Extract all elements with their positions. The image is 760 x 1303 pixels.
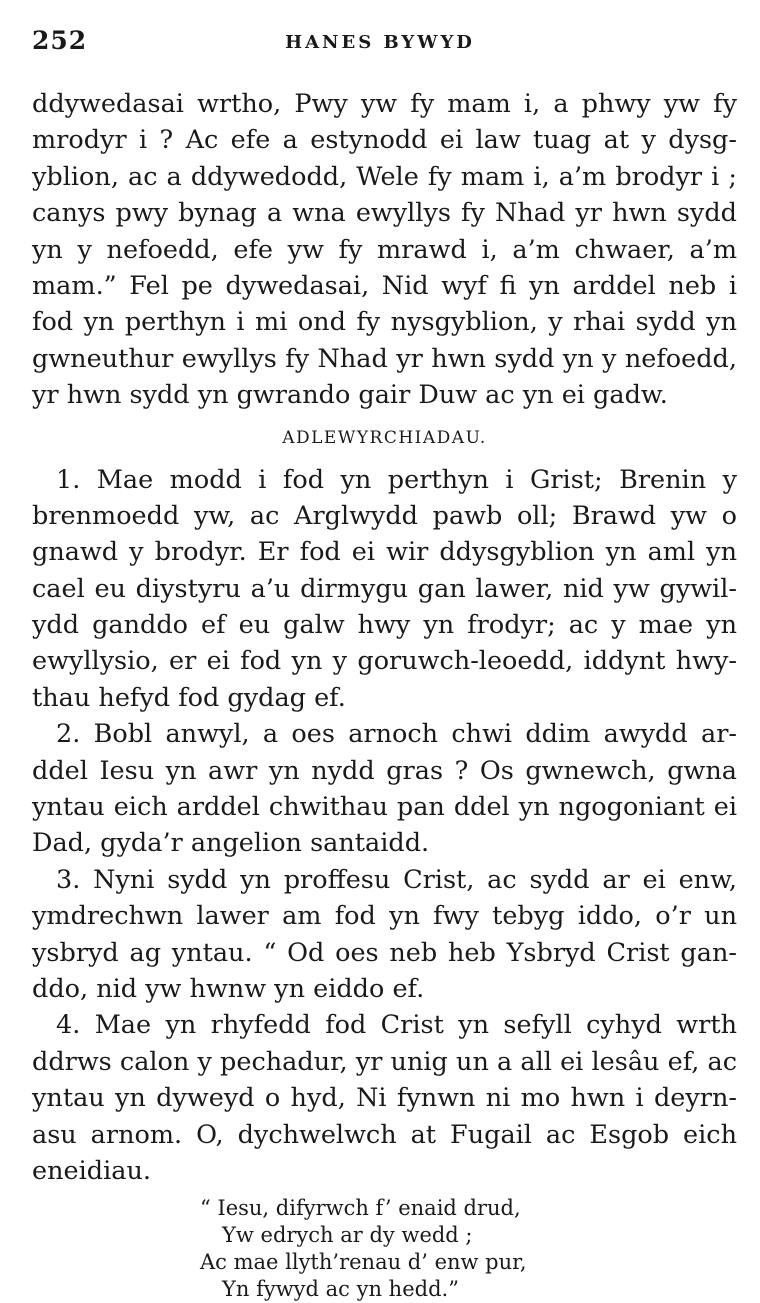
running-head: HANES BYWYD <box>285 32 475 53</box>
text-line: ysbryd ag yntau. “ Od oes neb heb Ysbryd Crist gan- <box>32 937 737 968</box>
text-line: 3. Nyni sydd yn proffesu Crist, ac sydd ar ei enw, <box>56 864 737 895</box>
section-heading: ADLEWYRCHIADAU. <box>282 427 487 448</box>
text-line: mrodyr i ? Ac efe a estynodd ei law tuag at y dysg- <box>32 125 737 156</box>
text-line: fod yn perthyn i mi ond fy nysgyblion, y rhai sydd yn <box>32 307 737 338</box>
text-line: ddel Iesu yn awr yn nydd gras ? Os gwnewch, gwna <box>32 755 737 786</box>
text-line: 2. Bobl anwyl, a oes arnoch chwi ddim awydd ar- <box>56 719 737 750</box>
text-line: ewyllysio, er ei fod yn y goruwch-leoedd, iddynt hwy- <box>32 646 737 677</box>
paragraph-intro <box>32 86 737 414</box>
text-line: 1. Mae modd i fod yn perthyn i Grist; Brenin y <box>56 464 737 495</box>
text-line: yr hwn sydd yn gwrando gair Duw ac yn ei gadw. <box>32 380 668 411</box>
text-line: thau hefyd fod gydag ef. <box>32 682 346 713</box>
verse-line: Yw edrych ar dy wedd ; <box>222 1223 473 1248</box>
text-line: Dad, gyda’r angelion santaidd. <box>32 828 430 859</box>
text-line: asu arnom. O, dychwelwch at Fugail ac Esgob eich <box>32 1119 737 1150</box>
paragraph-2 <box>32 716 737 862</box>
verse-line: Yn fywyd ac yn hedd.” <box>222 1277 459 1302</box>
text-line: eneidiau. <box>32 1155 151 1186</box>
text-line: yntau yn dyweyd o hyd, Ni fynwn ni mo hwn i deyrn- <box>32 1083 737 1114</box>
paragraph-1 <box>32 462 737 717</box>
text-line: canys pwy bynag a wna ewyllys fy Nhad yr hwn sydd <box>32 198 737 229</box>
verse-line: Ac mae llyth’renau d’ enw pur, <box>200 1250 527 1275</box>
text-line: cael eu diystyru a’u dirmygu gan lawer, nid yw gywil- <box>32 573 737 604</box>
text-line: mam.” Fel pe dywedasai, Nid wyf fi yn arddel neb i <box>32 270 737 301</box>
text-line: yntau eich arddel chwithau pan ddel yn ngogoniant ei <box>32 792 737 823</box>
paragraph-3 <box>32 862 737 1008</box>
text-line: ddrws calon y pechadur, yr unig un a all ei lesâu ef, ac <box>32 1046 737 1077</box>
text-line: yblion, ac a ddywedodd, Wele fy mam i, a’m brodyr i ; <box>32 161 737 192</box>
verse-line: “ Iesu, difyrwch f’ enaid drud, <box>200 1196 521 1221</box>
text-line: ymdrechwn lawer am fod yn fwy tebyg iddo, o’r un <box>32 901 737 932</box>
text-line: 4. Mae yn rhyfedd fod Crist yn sefyll cyhyd wrth <box>56 1010 737 1041</box>
hymn-verse <box>32 1195 737 1303</box>
text-line: gwneuthur ewyllys fy Nhad yr hwn sydd yn y nefoedd, <box>32 343 737 374</box>
paragraph-4 <box>32 1007 737 1189</box>
page-number: 252 <box>32 26 88 55</box>
text-line: brenmoedd yw, ac Arglwydd pawb oll; Brawd yw o <box>32 500 737 531</box>
text-line: ydd ganddo ef eu galw hwy yn frodyr; ac y mae yn <box>32 610 737 641</box>
body-text <box>32 86 737 1303</box>
text-line: ddywedasai wrtho, Pwy yw fy mam i, a phwy yw fy <box>32 89 737 119</box>
text-line: ddo, nid yw hwnw yn eiddo ef. <box>32 973 425 1004</box>
text-line: gnawd y brodyr. Er fod ei wir ddysgyblion yn aml yn <box>32 537 737 568</box>
text-line: yn y nefoedd, efe yw fy mrawd i, a’m chwaer, a’m <box>32 234 737 265</box>
